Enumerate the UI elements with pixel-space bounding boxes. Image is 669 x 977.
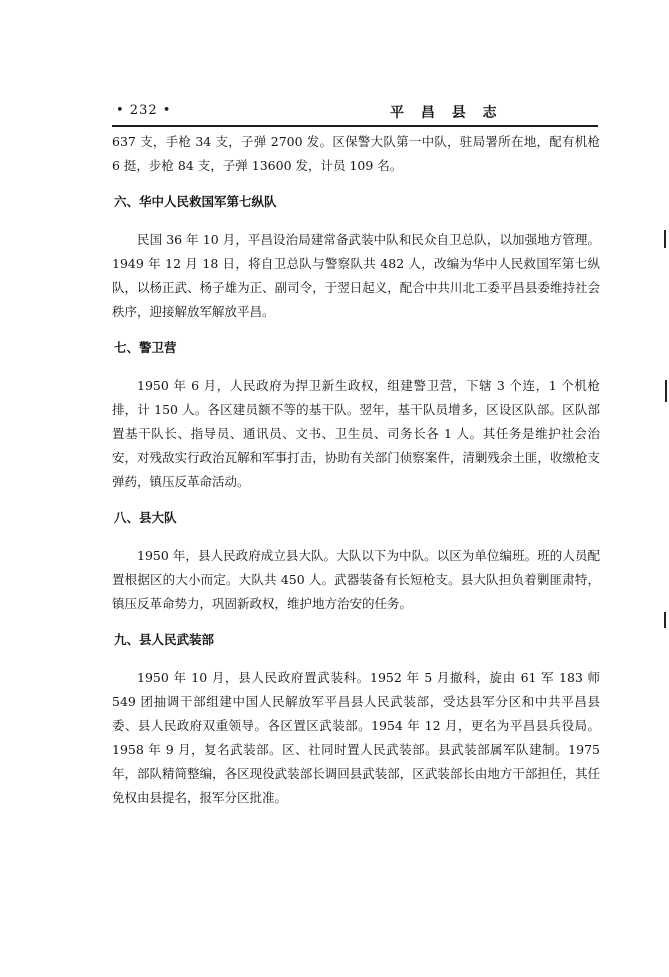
paragraph-section-seven: 1950 年 6 月，人民政府为捍卫新生政权，组建警卫营，下辖 3 个连，1 个机枪排，计 150 人。各区建员额不等的基干队。翌年，基干队员增多，区设区队部。区队部置基干队长、指导员、通讯员、文书、卫生员、司务长各 1 人。其任务是维护社会治安，对残敌实行政治瓦解和军事打击，协助有关部门侦察案件，清剿残余土匪，收缴枪支弹药，镇压反革命活动。 — [112, 378, 600, 489]
page-body — [112, 130, 600, 810]
heading-section-six: 六、华中人民救国军第七纵队 — [114, 194, 277, 209]
running-title: 平 昌 县 志 — [390, 105, 503, 121]
scan-mark-top — [664, 230, 666, 248]
paragraph-continued: 637 支，手枪 34 支，子弹 2700 发。区保警大队第一中队，驻局署所在地，配有机枪 6 挺，步枪 84 支，子弹 13600 发，计员 109 名。 — [112, 134, 600, 173]
heading-section-eight: 八、县大队 — [114, 510, 177, 525]
heading-section-seven: 七、警卫营 — [114, 340, 177, 355]
page-number: • 232 • — [116, 103, 172, 118]
page-header — [112, 101, 598, 127]
paragraph-section-eight: 1950 年，县人民政府成立县大队。大队以下为中队。以区为单位编班。班的人员配置根据区的大小而定。大队共 450 人。武器装备有长短枪支。县大队担负着剿匪肃特，镇压反革命势力，巩固新政权，维护地方治安的任务。 — [112, 548, 600, 611]
heading-section-nine: 九、县人民武装部 — [114, 632, 215, 647]
scan-mark-lower — [664, 612, 666, 628]
paragraph-section-nine: 1950 年 10 月，县人民政府置武装科。1952 年 5 月撤科，旋由 61 军 183 师 549 团抽调干部组建中国人民解放军平昌县人民武装部，受达县军分区和中共平昌县委、县人民政府双重领导。各区置区武装部。1954 年 12 月，更名为平昌县兵役局。1958 年 9 月，复名武装部。区、社同时置人民武装部。县武装部属军队建制。1975 年，部队精简整编，各区现役武装部长调回县武装部，区武装部长由地方干部担任，其任免权由县提名，报军分区批准。 — [112, 670, 600, 805]
scan-mark-middle — [665, 380, 667, 402]
paragraph-section-six: 民国 36 年 10 月，平昌设治局建常备武装中队和民众自卫总队，以加强地方管理。1949 年 12 月 18 日，将自卫总队与警察队共 482 人，改编为华中人民救国军第七纵队，以杨正武、杨子雄为正、副司令，于翌日起义，配合中共川北工委平昌县委维持社会秩序，迎接解放军解放平昌。 — [112, 232, 600, 319]
